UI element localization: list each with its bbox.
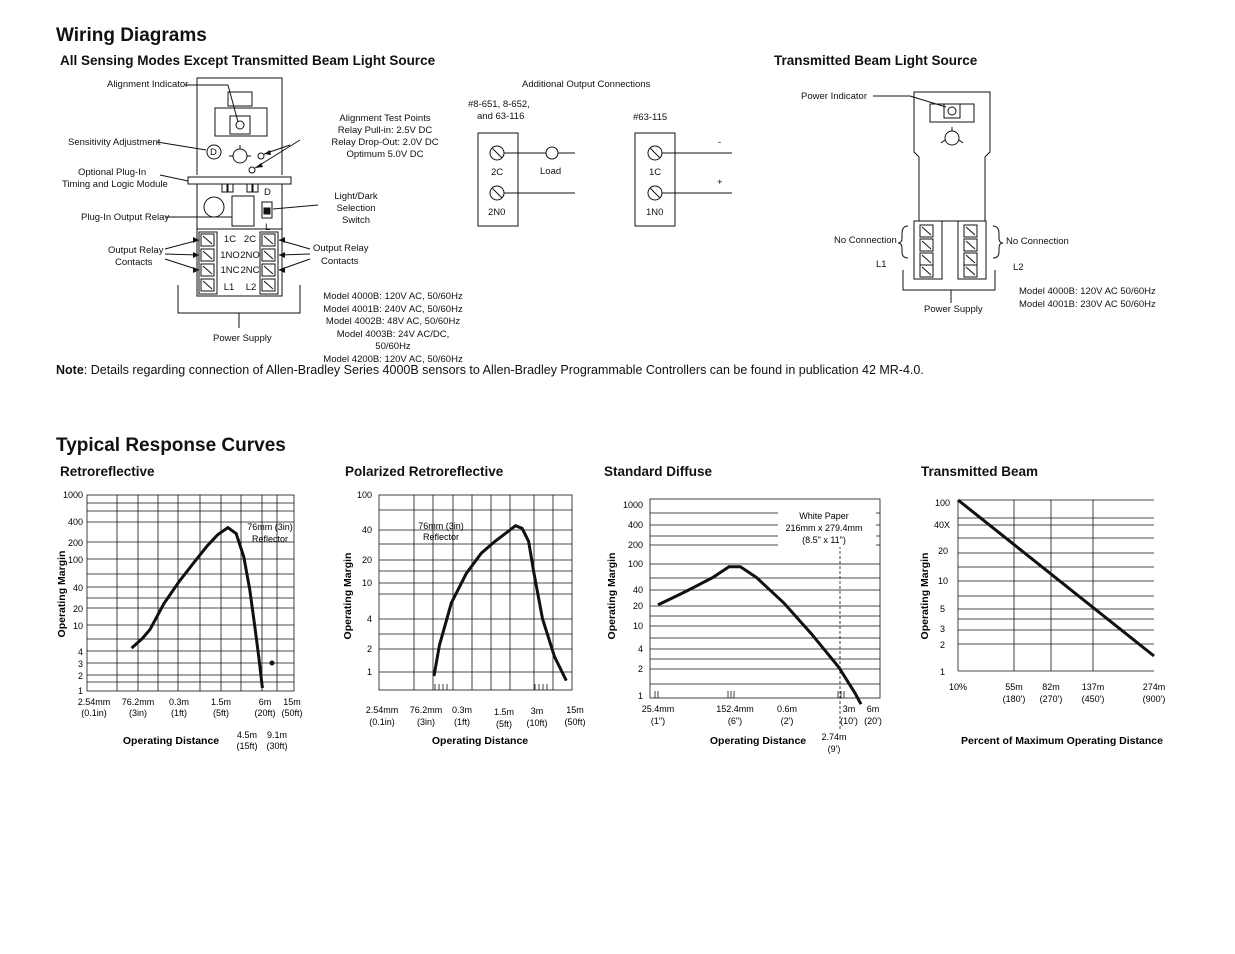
x-tick: (20ft) [254,708,276,718]
x-tick: (10ft) [526,718,548,728]
light-dark-line-1: Light/Dark [334,191,378,202]
model-line: Model 4000B: 120V AC 50/60Hz [1019,286,1156,297]
model-line: Model 4200B: 120V AC, 50/60Hz [323,353,463,365]
additional-group1-line1: #8-651, 8-652, [468,99,530,110]
knob-d-label: D [210,147,217,158]
y-tick: 20 [72,604,83,614]
y-tick: 200 [627,540,643,550]
chart-standard-diffuse [600,486,890,760]
chart2-annotation: 76mm (3in) [418,521,464,531]
y-tick: 1 [77,686,83,696]
x-tick: 3m [842,704,856,714]
wiring-diagram [0,70,1235,370]
y-tick: 5 [939,604,945,614]
chart-transmitted-beam [912,486,1182,752]
terminal-l2: L2 [245,282,257,293]
plus-sign: + [717,177,723,188]
terminal-l1: L1 [223,282,235,293]
light-dark-line-2: Selection Switch [336,203,376,226]
chart1-annotation: Reflector [251,534,289,544]
terminal-2no: 2NO [240,250,260,261]
x-tick: 25.4mm [641,704,675,714]
no-connection-right: No Connection [1006,236,1069,247]
x-tick: 4.5m [236,730,258,740]
chart2-xlabel: Operating Distance [431,735,529,747]
x-tick: (10') [840,716,858,726]
switch-l-label: L [265,222,271,233]
x-tick: (0.1in) [81,708,107,718]
x-tick: (450') [1081,694,1105,704]
y-tick: 10 [361,578,372,588]
y-tick: 40 [72,583,83,593]
terminal-2nc: 2NC [240,265,260,276]
chart3-annotation: 216mm x 279.4mm [785,523,863,533]
x-tick: 15m [566,705,584,715]
chart4-ylabel: Operating Margin [919,552,931,640]
model-line: Model 4000B: 120V AC, 50/60Hz [323,291,463,302]
terminal-1nc: 1NC [220,265,240,276]
output-relay-left-1: Output Relay [108,245,164,256]
chart1-title: Retroreflective [60,464,155,479]
note [56,363,924,377]
chart-polarized-retroreflective [335,486,595,752]
x-tick: 76.2mm [121,697,155,707]
wiring-right-heading: Transmitted Beam Light Source [774,53,978,68]
y-tick: 4 [366,614,372,624]
chart4-title: Transmitted Beam [921,464,1039,479]
y-tick: 1 [637,691,643,701]
x-tick: (1ft) [453,717,471,727]
x-tick: 15m [283,697,301,707]
chart1-xlabel: Operating Distance [122,735,220,747]
additional-group1-bottom: 2N0 [488,207,506,218]
x-tick: 2.74m [821,732,847,742]
chart2-title: Polarized Retroreflective [345,464,504,479]
terminal-1c: 1C [223,234,237,245]
x-tick: 137m [1081,682,1105,692]
x-tick: (270') [1039,694,1063,704]
chart2-series-line [434,526,566,681]
note-label: Note [56,363,84,377]
test-points-line-2: Relay Pull-in: 2.5V DC [337,125,433,136]
chart4-xlabel: Percent of Maximum Operating Distance [961,735,1163,747]
y-tick: 2 [366,644,372,654]
chart-retroreflective [50,486,320,752]
y-tick: 400 [67,517,83,527]
test-points-line-4: Optimum 5.0V DC [346,149,424,160]
y-tick: 40 [632,585,643,595]
x-tick: (1ft) [170,708,188,718]
y-tick: 10 [72,621,83,631]
chart1-marker [270,661,275,666]
y-tick: 100 [934,498,950,508]
additional-output-title: Additional Output Connections [522,79,651,90]
output-relay-right-2: Contacts [321,256,359,267]
x-tick: 2.54mm [77,697,111,707]
wiring-left-heading: All Sensing Modes Except Transmitted Beam Light Source [60,53,436,68]
model-line: Model 4003B: 24V AC/DC, 50/60Hz [336,328,450,352]
additional-group2-title: #63-115 [633,112,668,123]
x-tick: (3in) [128,708,148,718]
y-tick: 1000 [62,490,83,500]
x-tick: (30ft) [266,741,288,751]
test-points-line-1: Alignment Test Points [339,113,431,124]
model-list-right [1019,286,1156,311]
x-tick: (20') [864,716,882,726]
test-points-line-3: Relay Drop-Out: 2.0V DC [331,137,439,148]
chart3-xlabel: Operating Distance [709,735,807,747]
alignment-test-points [330,113,440,161]
chart3-title: Standard Diffuse [604,464,713,479]
x-tick: (6") [727,716,743,726]
additional-group2-top: 1C [649,167,662,178]
x-tick: (0.1in) [369,717,395,727]
y-tick: 3 [77,659,83,669]
power-indicator-label: Power Indicator [801,91,868,102]
y-tick: 20 [361,555,372,565]
x-tick: (15ft) [236,741,258,751]
additional-group2-bottom: 1N0 [646,207,664,218]
switch-d-label: D [264,187,271,198]
x-tick: 2.54mm [365,705,399,715]
y-tick: 100 [67,555,83,565]
wiring-title: Wiring Diagrams [56,25,207,46]
transmitted-l1: L1 [876,259,887,270]
transmitted-power-supply: Power Supply [924,304,983,315]
chart3-annotation: White Paper [799,511,849,521]
x-tick: 76.2mm [409,705,443,715]
optional-module-label-1: Optional Plug-In [78,167,147,178]
model-line: Model 4002B: 48V AC, 50/60Hz [325,316,461,327]
y-tick: 1000 [622,500,643,510]
x-tick: 0.3m [451,705,473,715]
alignment-indicator-label: Alignment Indicator [107,79,189,90]
y-tick: 2 [77,671,83,681]
output-relay-left-2: Contacts [115,257,153,268]
x-tick: 0.6m [776,704,798,714]
y-tick: 40 [361,525,372,535]
y-tick: 1 [366,667,372,677]
sensitivity-adjustment-label: Sensitivity Adjustment [68,137,161,148]
x-tick: (1") [650,716,666,726]
chart3-series-line [658,567,861,705]
x-tick: (50ft) [564,717,586,727]
x-tick: (9') [827,744,841,754]
chart1-annotation: 76mm (3in) [247,522,293,532]
x-tick: (900') [1142,694,1166,704]
x-tick: (180') [1002,694,1026,704]
model-list-left [318,291,468,366]
model-line: Model 4001B: 230V AC 50/60Hz [1019,298,1156,310]
x-tick: 1.5m [493,707,515,717]
load-label: Load [540,166,562,177]
y-tick: 40X [933,520,950,530]
y-tick: 100 [356,490,372,500]
y-tick: 20 [937,546,948,556]
terminal-2c: 2C [243,234,257,245]
chart4-series-line [958,500,1154,656]
curves-title: Typical Response Curves [56,435,286,456]
x-tick: 10% [948,682,968,692]
x-tick: (5ft) [495,719,513,729]
y-tick: 4 [637,644,643,654]
transmitted-l2: L2 [1013,262,1024,273]
y-tick: 200 [67,538,83,548]
x-tick: (2') [780,716,794,726]
y-tick: 2 [637,664,643,674]
y-tick: 2 [939,640,945,650]
y-tick: 10 [632,621,643,631]
additional-group1-top: 2C [491,167,504,178]
y-tick: 20 [632,601,643,611]
light-dark-switch-label [323,191,389,227]
additional-group1-line2: and 63-116 [477,111,525,122]
optional-module-label-2: Timing and Logic Module [62,179,168,190]
x-tick: 3m [530,706,544,716]
model-line: Model 4001B: 240V AC, 50/60Hz [323,303,463,315]
y-tick: 4 [77,647,83,657]
chart2-ylabel: Operating Margin [342,552,354,640]
x-tick: 9.1m [266,730,288,740]
output-relay-right-1: Output Relay [313,243,369,254]
y-tick: 100 [627,559,643,569]
y-tick: 10 [937,576,948,586]
chart3-ylabel: Operating Margin [606,552,618,640]
no-connection-left: No Connection [834,235,897,246]
chart2-annotation: Reflector [422,532,460,542]
chart3-annotation: (8.5" x 11") [802,535,846,545]
y-tick: 3 [939,624,945,634]
x-tick: 274m [1142,682,1166,692]
chart1-ylabel: Operating Margin [56,550,68,638]
x-tick: 55m [1005,682,1023,692]
minus-sign: - [718,137,722,148]
x-tick: 0.3m [168,697,190,707]
x-tick: 6m [258,697,272,707]
note-text: : Details regarding connection of Allen-Bradley Series 4000B sensors to Allen-Bradley Programmable Controllers can be found in publication 42 MR-4.0. [83,363,924,377]
terminal-1no: 1NO [220,250,240,261]
x-tick: 82m [1042,682,1060,692]
x-tick: (5ft) [212,708,230,718]
x-tick: 1.5m [210,697,232,707]
y-tick: 1 [939,667,945,677]
x-tick: (3in) [416,717,436,727]
x-tick: (50ft) [281,708,303,718]
power-supply-label: Power Supply [213,333,272,344]
x-tick: 6m [866,704,880,714]
y-tick: 400 [627,520,643,530]
plug-in-relay-label: Plug-In Output Relay [81,212,170,223]
x-tick: 152.4mm [716,704,754,714]
